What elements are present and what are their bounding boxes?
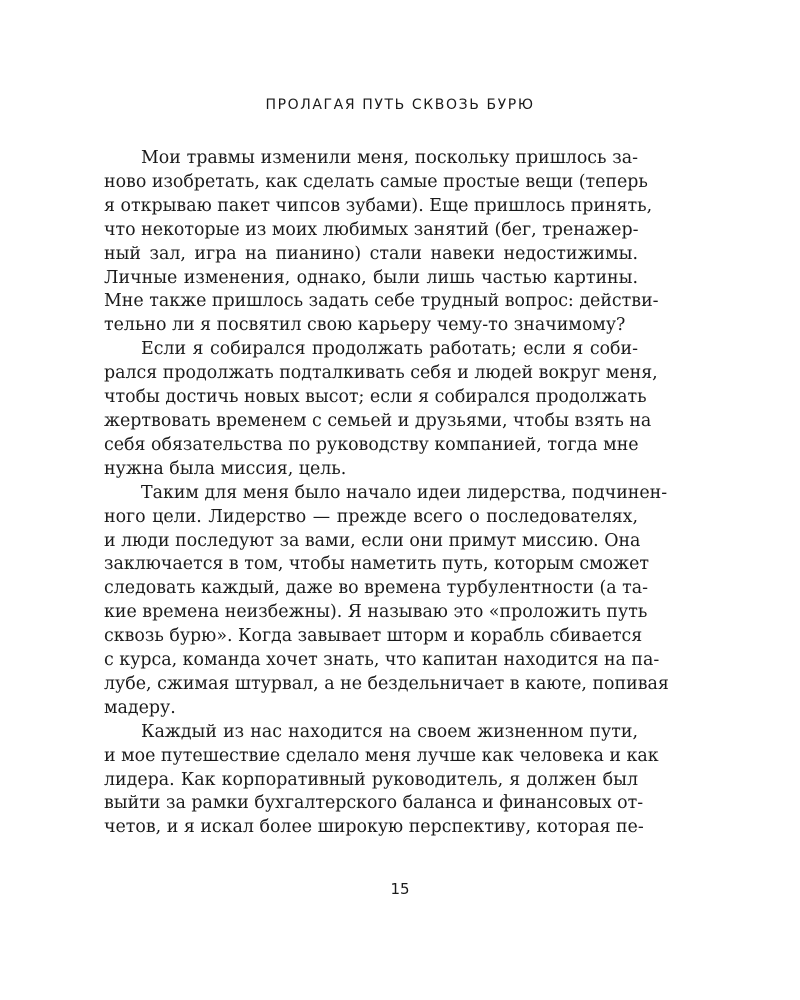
text-line: кие времена неизбежны). Я называю это «проложить путь: [104, 602, 648, 623]
paragraph: [104, 721, 659, 841]
text-line: себя обязательства по руководству компанией, тогда мне: [104, 434, 639, 455]
text-line: выйти за рамки бухгалтерского баланса и финансовых от-: [104, 793, 644, 814]
text-line: Мои травмы изменили меня, поскольку пришлось за-: [141, 148, 638, 168]
text-line: что некоторые из моих любимых занятий (бег, тренажер-: [104, 219, 639, 240]
paragraph: [104, 338, 658, 481]
text-line: ный зал, игра на пианино) стали навеки недостижимы.: [104, 243, 638, 264]
text-line: нужна была миссия, цель.: [104, 458, 347, 479]
text-line: тельно ли я посвятил свою карьеру чему-то значимому?: [104, 315, 626, 336]
text-line: я открываю пакет чипсов зубами). Еще пришлось принять,: [104, 195, 653, 216]
text-line: заключается в том, чтобы наметить путь, которым сможет: [104, 554, 650, 575]
text-line: с курса, команда хочет знать, что капитан находится на па-: [104, 650, 660, 671]
paragraph: [104, 482, 669, 721]
paragraph: [104, 147, 659, 338]
text-line: следовать каждый, даже во времена турбулентности (а та-: [104, 578, 648, 599]
text-line: четов, и я искал более широкую перспективу, которая пе-: [104, 817, 644, 838]
text-line: лидера. Как корпоративный руководитель, я должен был: [104, 769, 638, 790]
text-line: Каждый из нас находится на своем жизненном пути,: [141, 721, 638, 742]
running-head: ПРОЛАГАЯ ПУТЬ СКВОЗЬ БУРЮ: [265, 97, 535, 113]
text-line: ного цели. Лидерство — прежде всего о последователях,: [104, 506, 638, 527]
text-line: сквозь бурю». Когда завывает шторм и корабль сбивается: [104, 626, 643, 647]
text-line: Личные изменения, однако, были лишь частью картины.: [104, 267, 638, 288]
text-line: ново изобретать, как сделать самые простые вещи (теперь: [104, 171, 648, 192]
page-number: 15: [390, 880, 410, 898]
text-line: мадеру.: [104, 697, 176, 718]
text-line: жертвовать временем с семьей и друзьями, чтобы взять на: [104, 410, 652, 431]
text-line: рался продолжать подталкивать себя и людей вокруг меня,: [104, 363, 658, 384]
text-line: Если я собирался продолжать работать; если я соби-: [141, 339, 638, 360]
text-line: Мне также пришлось задать себе трудный вопрос: действи-: [104, 291, 659, 312]
text-line: Таким для меня было начало идеи лидерства, подчинен-: [141, 482, 668, 503]
text-line: чтобы достичь новых высот; если я собирался продолжать: [104, 387, 647, 408]
body-text: [104, 147, 669, 840]
text-line: и люди последуют за вами, если они примут миссию. Она: [104, 530, 641, 551]
text-line: и мое путешествие сделало меня лучше как человека и как: [104, 745, 659, 766]
text-line: лубе, сжимая штурвал, а не бездельничает в каюте, попивая: [104, 673, 669, 694]
